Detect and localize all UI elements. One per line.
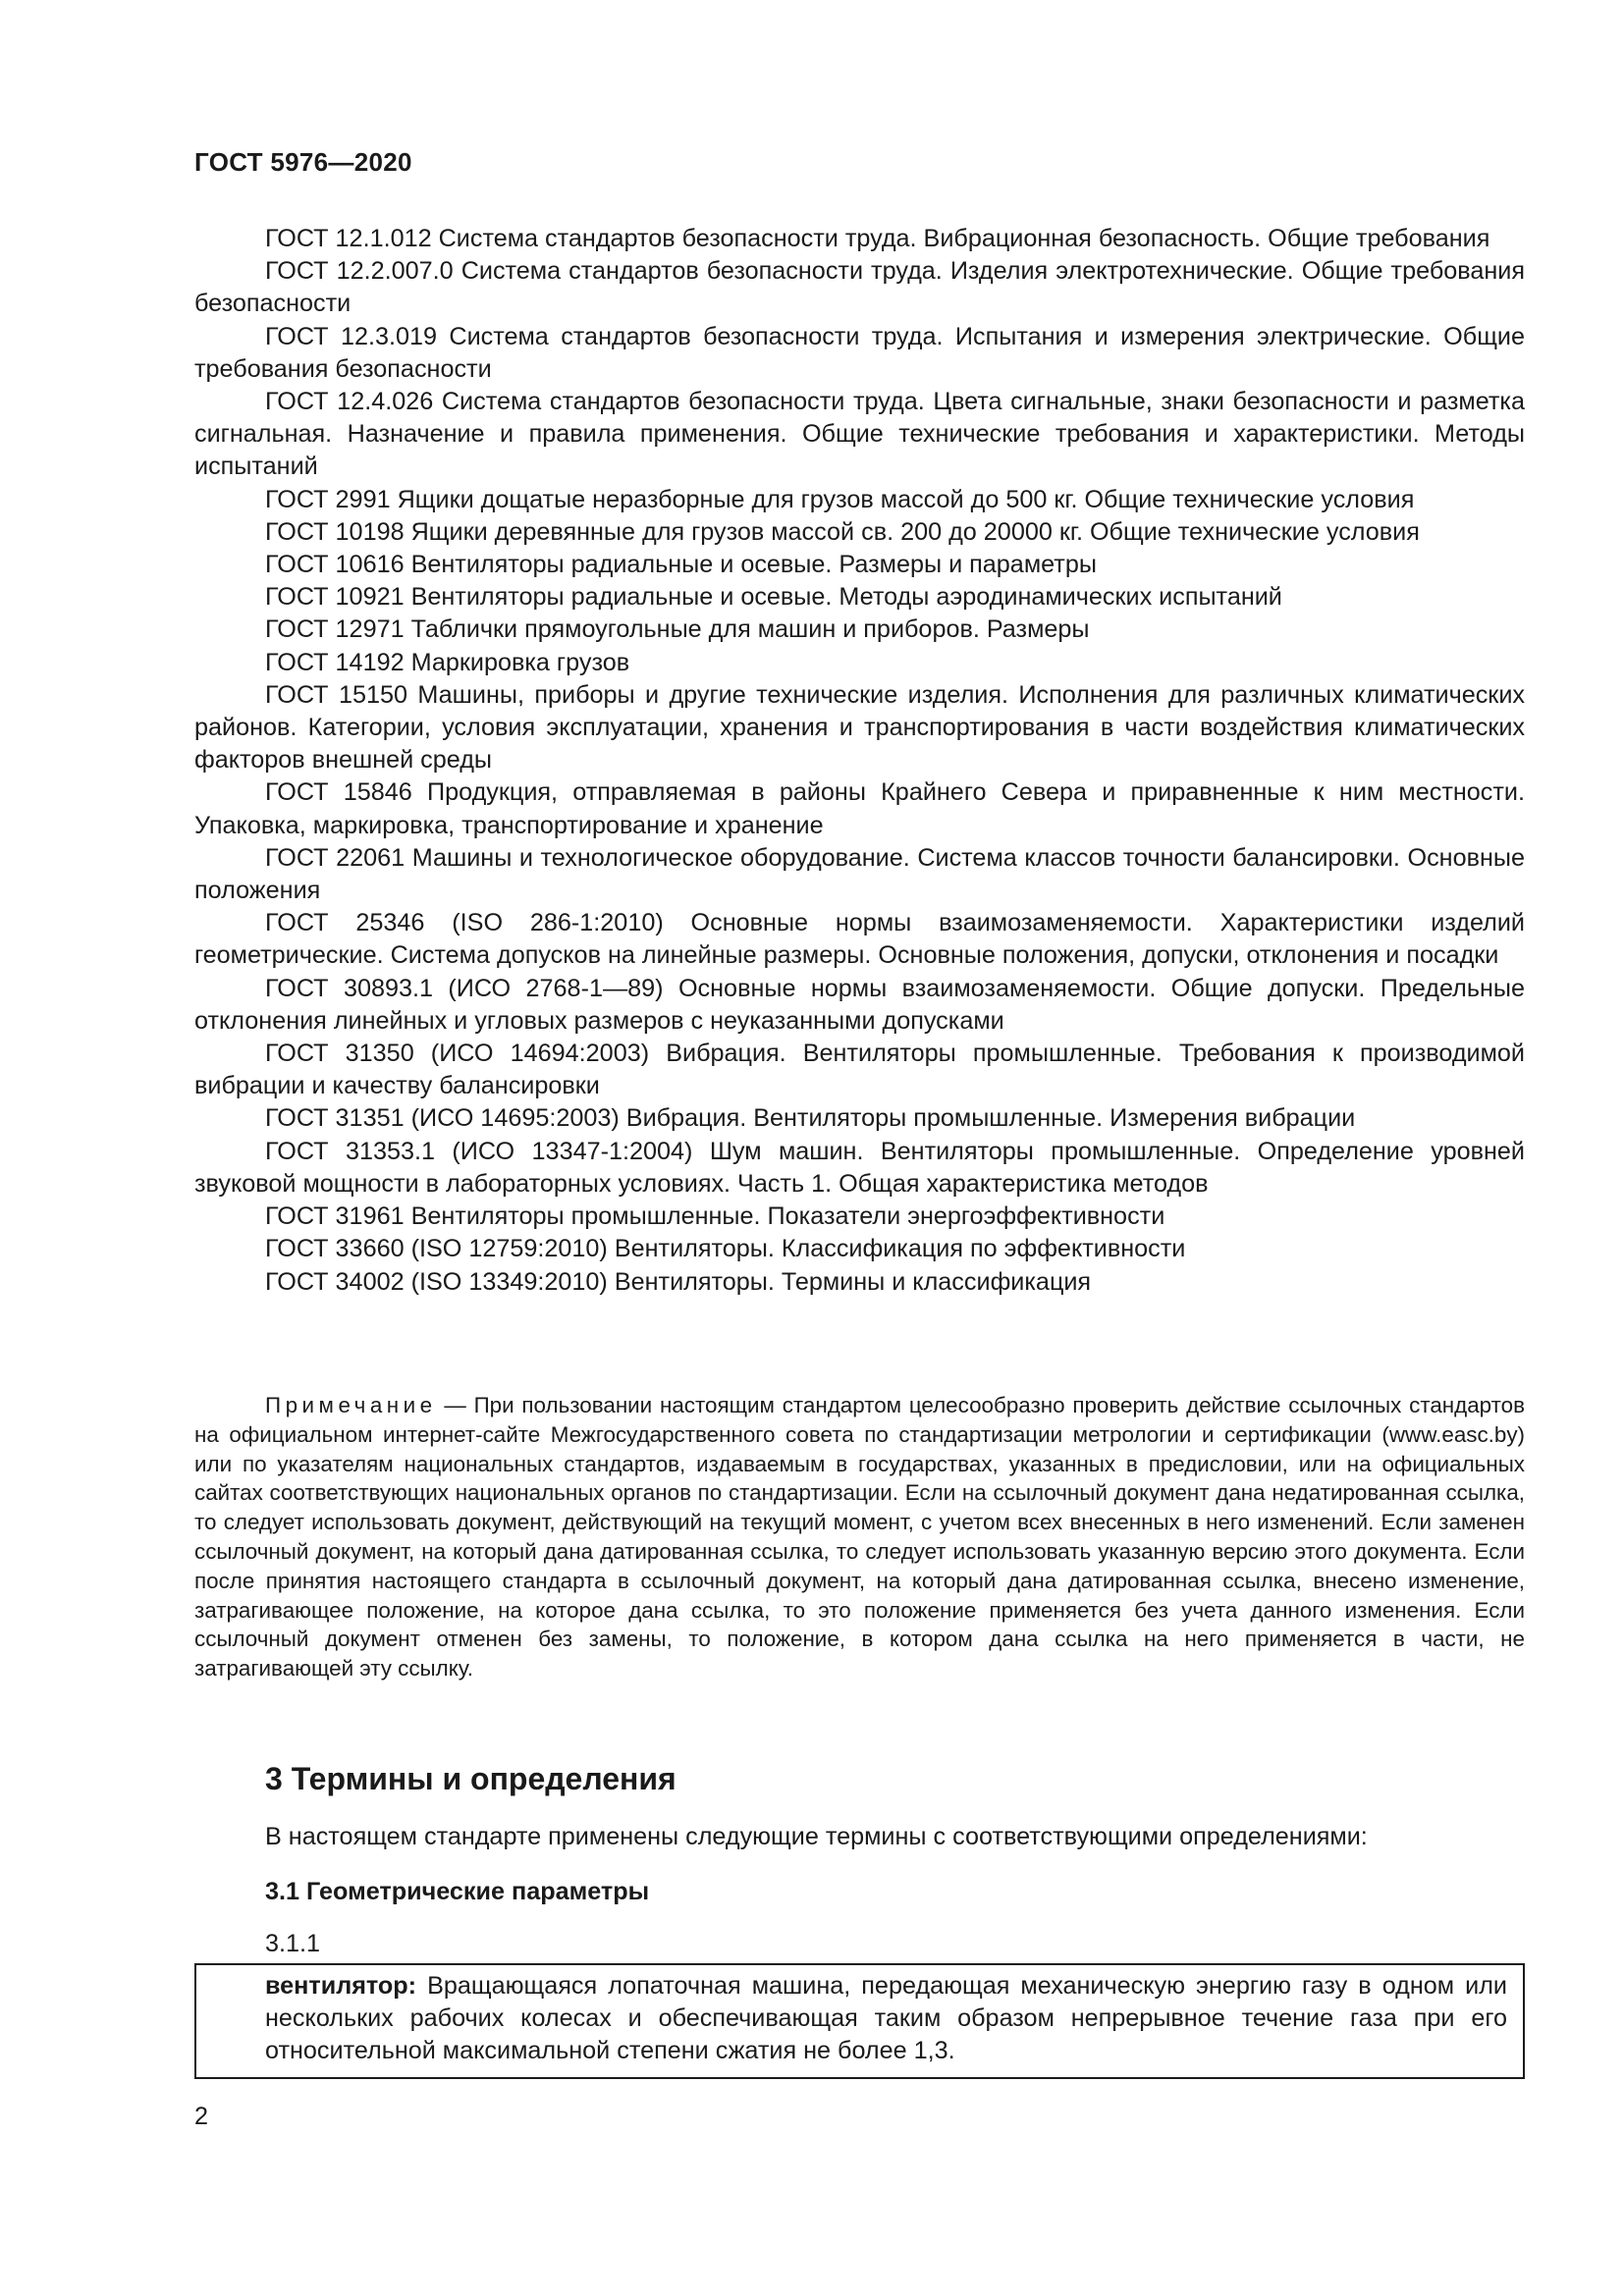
term-definition: Вращающаяся лопаточная машина, передающая механическую энергию газу в одном или нескольких рабочих колесах и обеспечивающая таким образом непрерывное течение газа при его относительной максимальной степени сжатия не более 1,3. xyxy=(265,1972,1507,2065)
reference-item: ГОСТ 31351 (ИСО 14695:2003) Вибрация. Вентиляторы промышленные. Измерения вибрации xyxy=(265,1104,1356,1133)
reference-item: ГОСТ 31350 (ИСО 14694:2003) Вибрация. Вентиляторы промышленные. Требования к производимой вибрации и качеству балансировки xyxy=(194,1040,1525,1100)
reference-item: ГОСТ 14192 Маркировка грузов xyxy=(265,648,630,676)
reference-item: ГОСТ 12.3.019 Система стандартов безопасности труда. Испытания и измерения электрические. Общие требования безопасности xyxy=(194,322,1525,383)
reference-item: ГОСТ 12.4.026 Система стандартов безопасности труда. Цвета сигнальные, знаки безопасности и разметка сигнальная. Назначение и правила применения. Общие технические требования и характеристики. Методы испытаний xyxy=(194,388,1525,481)
note-text: — При пользовании настоящим стандартом целесообразно проверить действие ссылочных стандартов на официальном интернет-сайте Межгосударственного совета по стандартизации метрологии и сертификации (www.easc.by) или по указателям национальных стандартов, издаваемым в государствах, указанных в предисловии, или на официальных сайтах соответствующих национальных органов по стандартизации. Если на ссылочный документ дана недатированная ссылка, то следует использовать документ, действующий на текущий момент, с учетом всех внесенных в него изменений. Если заменен ссылочный документ, на который дана датированная ссылка, то следует использовать указанную версию этого документа. Если после принятия настоящего стандарта в ссылочный документ, на который дана датированная ссылка, внесено изменение, затрагивающее положение, на которое дана ссылка, то это положение применяется без учета данного изменения. Если ссылочный документ отменен без замены, то положение, в котором дана ссылка на него применяется в части, не затрагивающей эту ссылку. xyxy=(194,1393,1525,1682)
reference-item: ГОСТ 12971 Таблички прямоугольные для машин и приборов. Размеры xyxy=(265,615,1090,644)
reference-item: ГОСТ 33660 (ISO 12759:2010) Вентиляторы. Классификация по эффективности xyxy=(265,1235,1186,1263)
reference-item: ГОСТ 34002 (ISO 13349:2010) Вентиляторы. Термины и классификация xyxy=(265,1267,1092,1296)
reference-item: ГОСТ 15846 Продукция, отправляемая в районы Крайнего Севера и приравненные к ним местности. Упаковка, маркировка, транспортирование и хранение xyxy=(194,778,1525,839)
reference-item: ГОСТ 10921 Вентиляторы радиальные и осевые. Методы аэродинамических испытаний xyxy=(265,583,1282,612)
section-intro: В настоящем стандарте применены следующие термины с соответствующими определениями: xyxy=(265,1823,1368,1850)
section-title: 3 Термины и определения xyxy=(265,1761,677,1796)
reference-item: ГОСТ 2991 Ящики дощатые неразборные для грузов массой до 500 кг. Общие технические условия xyxy=(265,485,1415,513)
reference-item: ГОСТ 22061 Машины и технологическое оборудование. Система классов точности балансировки. Основные положения xyxy=(194,843,1525,905)
document-header-code: ГОСТ 5976—2020 xyxy=(194,147,412,177)
reference-item: ГОСТ 12.1.012 Система стандартов безопасности труда. Вибрационная безопасность. Общие требования xyxy=(265,225,1490,252)
reference-item: ГОСТ 15150 Машины, приборы и другие технические изделия. Исполнения для различных климатических районов. Категории, условия эксплуатации, хранения и транспортирования в части воздействия климатических факторов внешней среды xyxy=(194,680,1525,774)
note-label: Примечание xyxy=(265,1393,437,1417)
term-name: вентилятор: xyxy=(265,1972,417,2000)
reference-item: ГОСТ 30893.1 (ИСО 2768-1—89) Основные нормы взаимозаменяемости. Общие допуски. Предельные отклонения линейных и угловых размеров с неуказанными допусками xyxy=(194,974,1525,1035)
note-paragraph xyxy=(194,1391,1525,1683)
reference-item: ГОСТ 10616 Вентиляторы радиальные и осевые. Размеры и параметры xyxy=(265,551,1097,579)
reference-item: ГОСТ 31961 Вентиляторы промышленные. Показатели энергоэффективности xyxy=(265,1202,1165,1231)
normative-references-list xyxy=(194,223,1525,1299)
reference-item: ГОСТ 12.2.007.0 Система стандартов безопасности труда. Изделия электротехнические. Общие требования безопасности xyxy=(194,257,1525,318)
term-definition-box xyxy=(194,1963,1525,2079)
reference-item: ГОСТ 31353.1 (ИСО 13347-1:2004) Шум машин. Вентиляторы промышленные. Определение уровней звуковой мощности в лабораторных условиях. Часть 1. Общая характеристика методов xyxy=(194,1137,1525,1198)
page-number: 2 xyxy=(194,2103,209,2130)
subsection-title: 3.1 Геометрические параметры xyxy=(265,1878,650,1905)
reference-item: ГОСТ 25346 (ISO 286-1:2010) Основные нормы взаимозаменяемости. Характеристики изделий геометрические. Система допусков на линейные размеры. Основные положения, допуски, отклонения и посадки xyxy=(194,909,1525,970)
term-number: 3.1.1 xyxy=(265,1930,321,1957)
reference-item: ГОСТ 10198 Ящики деревянные для грузов массой св. 200 до 20000 кг. Общие технические условия xyxy=(265,517,1420,546)
